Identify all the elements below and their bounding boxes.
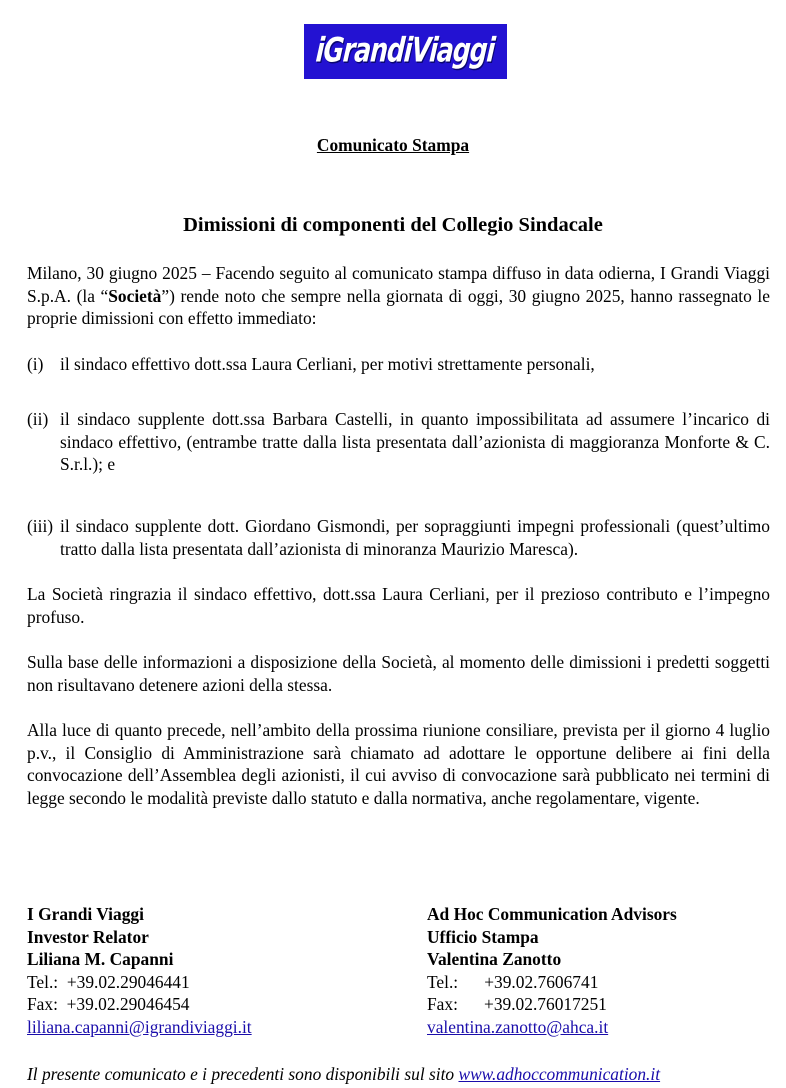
lead-paragraph: [27, 262, 770, 330]
contact-fax-row: [427, 993, 786, 1016]
body-paragraph-shares: Sulla base delle informazioni a disposizione della Società, al momento delle dimissioni i predetti soggetti non risultavano detenere azioni della stessa.: [27, 652, 770, 695]
contact-phone-row: [427, 971, 786, 994]
body-paragraph-next-steps: Alla luce di quanto precede, nell’ambito della prossima riunione consiliare, prevista per il giorno 4 luglio p.v., il Consiglio di Amministrazione sarà chiamato ad adottare le opportune delibere ai fini della convocazione dell’Assemblea degli azionisti, il cui avviso di convocazione sarà pubblicato nei termini di legge secondo le modalità previste dallo statuto e dalla normativa, anche regolamentare, vigente.: [27, 720, 770, 808]
contact-phone: +39.02.29046441: [66, 971, 190, 992]
contact-name: Liliana M. Capanni: [27, 949, 174, 969]
footer-text: Il presente comunicato e i precedenti sono disponibili sul sito: [27, 1064, 459, 1084]
contact-name: Valentina Zanotto: [427, 949, 562, 969]
contact-block-press-office: [427, 903, 786, 1038]
company-logo: [304, 24, 507, 79]
list-item: [27, 408, 770, 476]
contact-phone: +39.02.7606741: [484, 971, 599, 992]
list-item-number: (ii): [27, 409, 49, 429]
footer-website-link[interactable]: www.adhoccommunication.it: [458, 1064, 661, 1084]
contact-phone-label: Tel.:: [27, 971, 59, 992]
lead-text-bold: Società: [108, 285, 162, 306]
logo-wordmark: iGrandiViaggi: [314, 30, 497, 71]
contact-company: I Grandi Viaggi: [27, 904, 144, 924]
lead-text-post: ”) rende noto che sempre nella giornata di oggi, 30 giugno 2025, hanno rassegnato le proprie dimissioni con effetto immediato:: [27, 285, 770, 328]
list-item: [27, 353, 770, 376]
contact-role: Ufficio Stampa: [427, 926, 539, 947]
lead-text-pre: Milano, 30 giugno 2025 – Facendo seguito al comunicato stampa diffuso in data odierna, I Grandi Viaggi S.p.A. (la “: [27, 263, 770, 306]
contact-phone-row: [27, 971, 387, 994]
contact-fax-row: [27, 993, 387, 1016]
list-item-number: (iii): [27, 516, 54, 536]
contact-block-investor-relations: [27, 903, 387, 1038]
list-item-number: (i): [27, 354, 44, 374]
contact-email-link[interactable]: valentina.zanotto@ahca.it: [427, 1016, 609, 1037]
contact-role: Investor Relator: [27, 926, 149, 947]
list-item-text: il sindaco supplente dott.ssa Barbara Castelli, in quanto impossibilitata ad assumere l’incarico di sindaco effettivo, (entrambe tratte dalla lista presentata dall’azionista di maggioranza Monforte & C. S.r.l.); e: [60, 409, 770, 474]
contact-phone-label: Tel.:: [427, 971, 459, 992]
list-item: [27, 515, 770, 560]
press-release-title: Dimissioni di componenti del Collegio Sindacale: [183, 214, 603, 236]
document-kind-heading: Comunicato Stampa: [316, 135, 470, 155]
list-item-text: il sindaco effettivo dott.ssa Laura Cerliani, per motivi strettamente personali,: [60, 354, 595, 374]
list-item-text: il sindaco supplente dott. Giordano Gismondi, per sopraggiunti impegni professionali (quest’ultimo tratto dalla lista presentata dall’azionista di minoranza Maurizio Maresca).: [60, 516, 770, 559]
contact-fax: +39.02.76017251: [484, 994, 607, 1014]
contact-company: Ad Hoc Communication Advisors: [427, 904, 677, 924]
body-paragraph-thanks: La Società ringrazia il sindaco effettivo, dott.ssa Laura Cerliani, per il prezioso contributo e l’impegno profuso.: [27, 584, 770, 627]
contact-email-link[interactable]: liliana.capanni@igrandiviaggi.it: [27, 1016, 252, 1037]
footer-note: [27, 1063, 770, 1086]
contact-fax: +39.02.29046454: [66, 994, 190, 1014]
contact-fax-label: Fax:: [427, 994, 458, 1014]
contact-fax-label: Fax:: [27, 994, 58, 1014]
